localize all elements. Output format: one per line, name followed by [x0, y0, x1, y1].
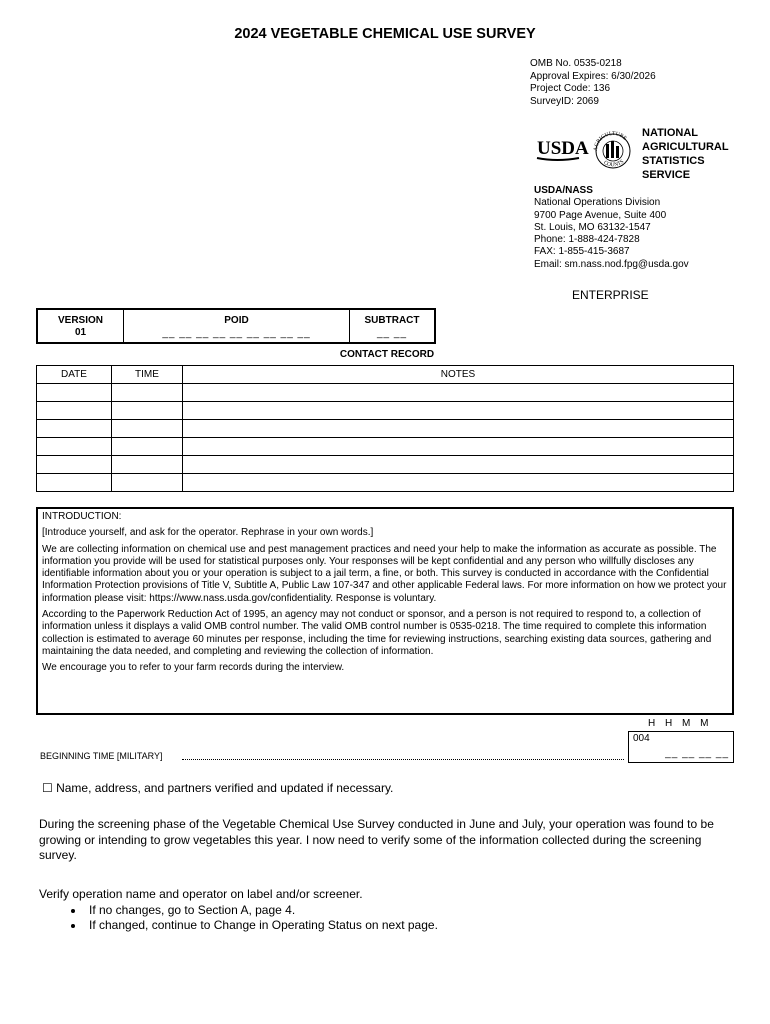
table-row[interactable] [37, 402, 734, 420]
poid-label: POID [224, 315, 249, 326]
usda-wordmark: USDA [537, 138, 589, 159]
intro-records: We encourage you to refer to your farm records during the interview. [42, 662, 345, 674]
notes-cell[interactable] [183, 420, 734, 438]
intro-confidentiality: We are collecting information on chemical use and pest management practices and need your help to make the information as accurate as possible. The information you provide will be used for statistical purposes only. Your responses will be kept confidential and any person who willfully discloses any identifiable information about you or your operation is subject to a jail term, a fine, or both. This survey is conducted in accordance with the Confidential Information Protection provisions of Title V, Subtitle A, Public Law 107-347 and other applicable Federal laws. For more information on how we protect your information please visit: https://www.nass.usda.gov/confidentiality. Response is voluntary. [42, 543, 727, 604]
date-cell[interactable] [37, 384, 112, 402]
time-cell[interactable] [112, 438, 183, 456]
notes-cell[interactable] [183, 384, 734, 402]
time-cell[interactable] [112, 474, 183, 492]
omb-info [530, 58, 656, 108]
version-label: VERSION [57, 315, 103, 326]
beginning-time-field[interactable] [628, 731, 734, 763]
dot-leader [182, 759, 624, 760]
address-city: St. Louis, MO 63132-1547 [534, 221, 651, 233]
agency-name-line: AGRICULTURAL [642, 141, 729, 153]
enterprise-label: ENTERPRISE [572, 288, 649, 302]
notes-cell[interactable] [183, 456, 734, 474]
poid-cell[interactable] [124, 310, 350, 342]
contact-record-title: CONTACT RECORD [339, 349, 435, 360]
id-table [36, 308, 436, 344]
introduction-box [36, 507, 734, 715]
table-header-row [37, 366, 734, 384]
item-code: 004 [633, 733, 650, 744]
subtract-blanks[interactable]: __ __ [376, 328, 408, 339]
date-cell[interactable] [37, 420, 112, 438]
notes-cell[interactable] [183, 402, 734, 420]
intro-paperwork: According to the Paperwork Reduction Act of 1995, an agency may not conduct or sponsor, and a person is not required to respond to, a collection of information unless it displays a valid OMB control number. The valid OMB control number is 0535-0218. The time required to complete this information collection is estimated to average 60 minutes per response, including the time for reviewing instructions, searching existing data sources, gathering and maintaining the data needed, and completing and reviewing the collection of information. [42, 609, 712, 657]
address-fax: FAX: 1-855-415-3687 [534, 246, 630, 258]
date-cell[interactable] [37, 456, 112, 474]
notes-cell[interactable] [183, 438, 734, 456]
intro-instruction: [Introduce yourself, and ask for the operator. Rephrase in your own words.] [42, 527, 374, 539]
usda-logo [535, 124, 640, 180]
address-email: Email: sm.nass.nod.fpg@usda.gov [534, 258, 689, 270]
table-row[interactable] [37, 474, 734, 492]
verify-instruction: Verify operation name and operator on label and/or screener. [39, 887, 363, 901]
agency-name-line: NATIONAL [642, 127, 699, 139]
version-value: 01 [74, 327, 87, 338]
table-row[interactable] [37, 438, 734, 456]
agency-name-line: STATISTICS [642, 155, 705, 167]
address-phone: Phone: 1-888-424-7828 [534, 234, 640, 246]
intro-heading: INTRODUCTION: [42, 511, 122, 522]
agency-name-line: SERVICE [642, 169, 691, 181]
omb-number: OMB No. 0535-0218 [530, 58, 622, 69]
list-item: • If changed, continue to Change in Operating Status on next page. [85, 918, 438, 934]
table-row[interactable] [37, 384, 734, 402]
agency-name [642, 126, 729, 182]
notes-cell[interactable] [183, 474, 734, 492]
address-org: USDA/NASS [534, 185, 593, 196]
table-row[interactable] [37, 420, 734, 438]
time-blanks[interactable]: __ __ __ __ [665, 748, 729, 759]
date-cell[interactable] [37, 402, 112, 420]
verify-list [39, 903, 438, 934]
time-cell[interactable] [112, 420, 183, 438]
agency-address [534, 185, 689, 271]
survey-id: SurveyID: 2069 [530, 95, 599, 107]
subtract-cell[interactable] [350, 310, 434, 342]
address-division: National Operations Division [534, 197, 661, 209]
beginning-time-label: BEGINNING TIME [MILITARY] [40, 751, 163, 761]
column-time: TIME [112, 366, 183, 384]
poid-blanks[interactable]: __ __ __ __ __ __ __ __ __ [162, 328, 311, 339]
version-cell [38, 310, 124, 342]
time-cell[interactable] [112, 384, 183, 402]
contact-record-table [36, 365, 734, 492]
time-cell[interactable] [112, 456, 183, 474]
time-format-label: H H M M [648, 718, 709, 729]
screening-paragraph: During the screening phase of the Vegetable Chemical Use Survey conducted in June and July, your operation was found to be growing or intending to grow vegetables this year. I now need to verify some of the information collected during the screening survey. [39, 817, 714, 862]
seal-text-bottom: COUNTS [602, 158, 626, 169]
column-notes: NOTES [183, 366, 734, 384]
date-cell[interactable] [37, 474, 112, 492]
list-item: • If no changes, go to Section A, page 4. [85, 903, 438, 919]
survey-title: 2024 VEGETABLE CHEMICAL USE SURVEY [234, 26, 536, 42]
subtract-label: SUBTRACT [364, 315, 420, 326]
seal-text-top: AGRICULTURE [592, 130, 628, 152]
verified-checkbox[interactable]: ☐ Name, address, and partners verified and updated if necessary. [42, 781, 394, 795]
table-row[interactable] [37, 456, 734, 474]
date-cell[interactable] [37, 438, 112, 456]
address-street: 9700 Page Avenue, Suite 400 [534, 209, 667, 221]
project-code: Project Code: 136 [530, 83, 611, 94]
column-date: DATE [37, 366, 112, 384]
verify-section [39, 887, 438, 934]
approval-expires: Approval Expires: 6/30/2026 [530, 70, 656, 82]
nass-seal [593, 131, 630, 168]
time-cell[interactable] [112, 402, 183, 420]
